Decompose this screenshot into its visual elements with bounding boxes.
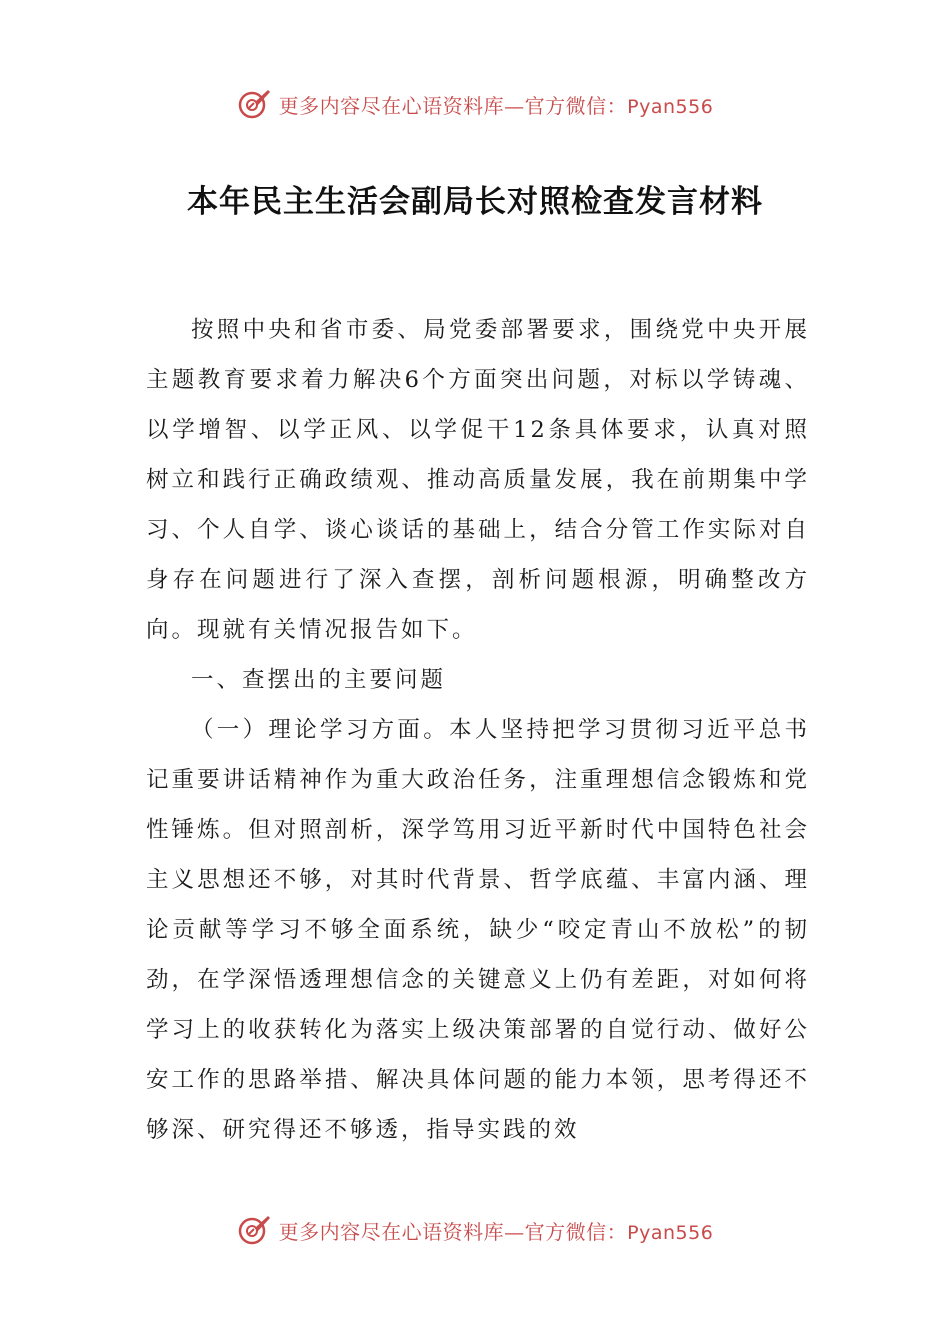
wechat-id: Pyan556: [627, 1221, 714, 1244]
document-body: [146, 305, 810, 1155]
watermark-banner-bottom: [0, 1210, 950, 1250]
pen-circle-icon: [237, 1213, 271, 1247]
pen-circle-icon: [237, 87, 271, 121]
theory-study-paragraph: （一）理论学习方面。本人坚持把学习贯彻习近平总书记重要讲话精神作为重大政治任务，注重理想信念锻炼和党性锤炼。但对照剖析，深学笃用习近平新时代中国特色社会主义思想还不够，对其时代背景、哲学底蕴、丰富内涵、理论贡献等学习不够全面系统，缺少“咬定青山不放松”的韧劲，在学深悟透理想信念的关键意义上仍有差距，对如何将学习上的收获转化为落实上级决策部署的自觉行动、做好公安工作的思路举措、解决具体问题的能力本领，思考得还不够深、研究得还不够透，指导实践的效: [146, 717, 810, 1143]
watermark-text: 更多内容尽在心语资料库—官方微信：Pyan556: [278, 1219, 714, 1244]
intro-paragraph: 按照中央和省市委、局党委部署要求，围绕党中央开展主题教育要求着力解决6个方面突出问题，对标以学铸魂、以学增智、以学正风、以学促干12条具体要求，认真对照树立和践行正确政绩观、推动高质量发展，我在前期集中学习、个人自学、谈心谈话的基础上，结合分管工作实际对自身存在问题进行了深入查摆，剖析问题根源，明确整改方向。现就有关情况报告如下。: [146, 317, 810, 643]
watermark-text: 更多内容尽在心语资料库—官方微信：Pyan556: [278, 93, 714, 118]
wechat-id: Pyan556: [627, 95, 714, 118]
section-heading: 一、查摆出的主要问题: [191, 667, 447, 693]
watermark-banner-top: [0, 84, 950, 124]
document-title: 本年民主生活会副局长对照检查发言材料: [187, 184, 763, 220]
